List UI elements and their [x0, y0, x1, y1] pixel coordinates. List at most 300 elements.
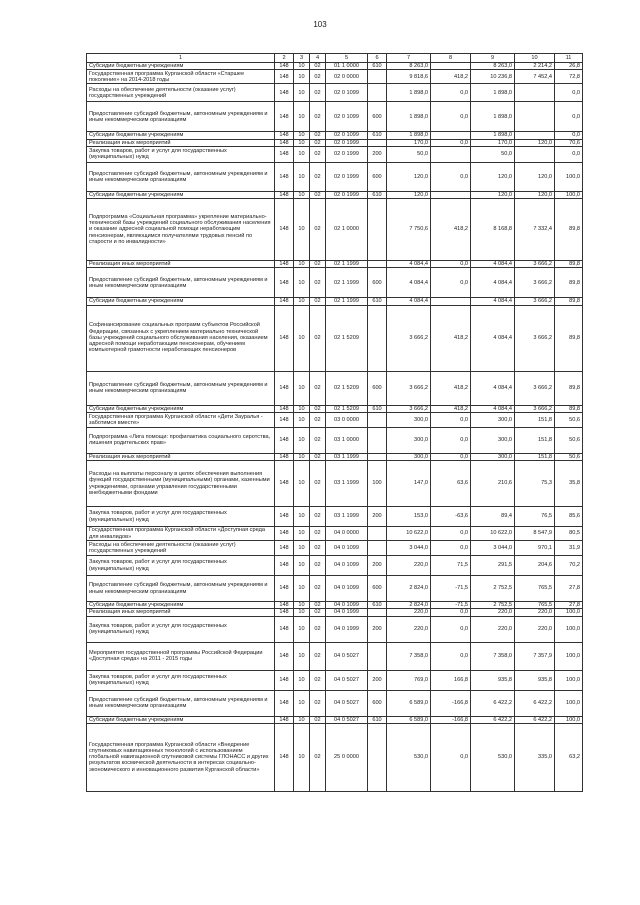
value-executed: 970,1	[515, 541, 555, 556]
value-executed	[515, 132, 555, 139]
code-rz: 10	[294, 541, 310, 556]
code-rz: 10	[294, 723, 310, 791]
value-change: 0,0	[431, 642, 471, 670]
code-csr: 04 0 1099	[326, 602, 368, 609]
code-vr	[368, 139, 387, 146]
value-percent: 0,0	[555, 146, 583, 162]
value-adjusted: 2 752,5	[471, 576, 515, 602]
row-name: Предоставление субсидий бюджетным, автономным учреждениям и иным некоммерческим организациям	[87, 371, 275, 405]
code-gr: 148	[275, 642, 294, 670]
code-gr: 148	[275, 412, 294, 427]
value-executed: 151,8	[515, 453, 555, 460]
row-name: Государственная программа Курганской области «Дети Зауралья - заботимся вместе»	[87, 412, 275, 427]
code-vr: 200	[368, 556, 387, 576]
code-rz: 10	[294, 371, 310, 405]
value-plan: 3 044,0	[387, 541, 431, 556]
code-vr	[368, 541, 387, 556]
row-name: Предоставление субсидий бюджетным, автономным учреждениям и иным некоммерческим организациям	[87, 690, 275, 716]
code-gr: 148	[275, 84, 294, 102]
code-vr: 600	[368, 576, 387, 602]
table-row	[87, 371, 583, 405]
value-adjusted: 4 084,4	[471, 298, 515, 305]
code-vr: 600	[368, 371, 387, 405]
value-change	[431, 146, 471, 162]
value-change: 0,0	[431, 84, 471, 102]
row-name: Субсидии бюджетным учреждениям	[87, 602, 275, 609]
code-gr: 148	[275, 723, 294, 791]
code-vr: 200	[368, 670, 387, 690]
value-plan: 6 589,0	[387, 716, 431, 723]
code-rz: 10	[294, 716, 310, 723]
row-name: Субсидии бюджетным учреждениям	[87, 63, 275, 70]
code-gr: 148	[275, 191, 294, 198]
value-plan: 9 818,6	[387, 70, 431, 84]
value-executed	[515, 84, 555, 102]
value-adjusted: 4 084,4	[471, 305, 515, 371]
code-pr: 02	[310, 427, 326, 453]
table-row	[87, 670, 583, 690]
table-row	[87, 162, 583, 191]
value-plan: 2 824,0	[387, 576, 431, 602]
code-rz: 10	[294, 556, 310, 576]
code-rz: 10	[294, 405, 310, 412]
code-csr: 02 1 5209	[326, 371, 368, 405]
table-row	[87, 723, 583, 791]
code-pr: 02	[310, 70, 326, 84]
value-executed: 151,8	[515, 427, 555, 453]
value-percent: 50,6	[555, 412, 583, 427]
value-plan: 4 084,4	[387, 261, 431, 268]
row-name: Субсидии бюджетным учреждениям	[87, 191, 275, 198]
code-csr: 02 0 1999	[326, 162, 368, 191]
value-change	[431, 63, 471, 70]
value-executed: 765,5	[515, 576, 555, 602]
value-change: 63,6	[431, 461, 471, 507]
code-vr: 610	[368, 132, 387, 139]
value-change: -71,5	[431, 602, 471, 609]
row-name: Закупка товаров, работ и услуг для государственных (муниципальных) нужд	[87, 556, 275, 576]
code-pr: 02	[310, 412, 326, 427]
code-pr: 02	[310, 63, 326, 70]
value-adjusted: 6 422,2	[471, 716, 515, 723]
table-row	[87, 716, 583, 723]
code-gr: 148	[275, 132, 294, 139]
code-vr	[368, 412, 387, 427]
row-name: Предоставление субсидий бюджетным, автономным учреждениям и иным некоммерческим организациям	[87, 576, 275, 602]
code-csr: 25 0 0000	[326, 723, 368, 791]
code-pr: 02	[310, 453, 326, 460]
code-pr: 02	[310, 527, 326, 541]
value-plan: 8 263,0	[387, 63, 431, 70]
value-plan: 170,0	[387, 139, 431, 146]
value-adjusted: 935,8	[471, 670, 515, 690]
page-number: 103	[313, 20, 327, 29]
value-executed: 75,3	[515, 461, 555, 507]
value-change: 0,0	[431, 616, 471, 642]
value-percent: 70,2	[555, 556, 583, 576]
value-executed	[515, 102, 555, 132]
row-name: Государственная программа Курганской области «Внедрение спутниковых навигационных технологий с использованием глобальной навигационной спутниковой системы ГЛОНАСС и других результатов космической деятельности в интересах социально-экономического и инновационного развития Курганской области»	[87, 723, 275, 791]
code-pr: 02	[310, 84, 326, 102]
value-adjusted: 89,4	[471, 507, 515, 527]
code-vr: 610	[368, 405, 387, 412]
table-row	[87, 102, 583, 132]
row-name: Мероприятия государственной программы Российской Федерации «Доступная среда» на 2011 - 2015 годы	[87, 642, 275, 670]
code-rz: 10	[294, 616, 310, 642]
code-pr: 02	[310, 268, 326, 298]
value-percent: 50,6	[555, 427, 583, 453]
code-rz: 10	[294, 527, 310, 541]
value-executed: 3 666,2	[515, 405, 555, 412]
code-pr: 02	[310, 609, 326, 616]
code-csr: 04 0 5027	[326, 690, 368, 716]
code-pr: 02	[310, 716, 326, 723]
code-rz: 10	[294, 63, 310, 70]
code-rz: 10	[294, 268, 310, 298]
value-percent: 89,8	[555, 268, 583, 298]
table-row	[87, 298, 583, 305]
row-name: Субсидии бюджетным учреждениям	[87, 298, 275, 305]
value-change: 418,2	[431, 405, 471, 412]
code-pr: 02	[310, 305, 326, 371]
row-name: Реализация иных мероприятий	[87, 453, 275, 460]
code-csr: 03 0 0000	[326, 412, 368, 427]
value-plan: 769,0	[387, 670, 431, 690]
code-csr: 04 0 1099	[326, 556, 368, 576]
value-adjusted: 300,0	[471, 427, 515, 453]
table-row	[87, 191, 583, 198]
column-number: 4	[310, 54, 326, 63]
code-gr: 148	[275, 670, 294, 690]
value-percent: 100,0	[555, 609, 583, 616]
value-change: 418,2	[431, 305, 471, 371]
value-percent: 89,8	[555, 371, 583, 405]
row-name: Реализация иных мероприятий	[87, 609, 275, 616]
value-percent: 100,0	[555, 191, 583, 198]
table-row	[87, 139, 583, 146]
table-row	[87, 146, 583, 162]
code-gr: 148	[275, 716, 294, 723]
code-gr: 148	[275, 461, 294, 507]
value-executed: 3 666,2	[515, 305, 555, 371]
row-name: Реализация иных мероприятий	[87, 139, 275, 146]
table-row	[87, 63, 583, 70]
value-adjusted: 2 752,5	[471, 602, 515, 609]
value-executed: 2 214,2	[515, 63, 555, 70]
code-gr: 148	[275, 690, 294, 716]
code-vr	[368, 527, 387, 541]
value-plan: 120,0	[387, 162, 431, 191]
code-rz: 10	[294, 139, 310, 146]
code-vr: 610	[368, 298, 387, 305]
code-csr: 02 0 1999	[326, 139, 368, 146]
code-gr: 148	[275, 261, 294, 268]
code-pr: 02	[310, 541, 326, 556]
table-row	[87, 507, 583, 527]
table-row	[87, 609, 583, 616]
code-gr: 148	[275, 427, 294, 453]
code-gr: 148	[275, 162, 294, 191]
value-executed: 335,0	[515, 723, 555, 791]
value-plan: 300,0	[387, 453, 431, 460]
code-gr: 148	[275, 139, 294, 146]
value-change: 0,0	[431, 609, 471, 616]
code-pr: 02	[310, 371, 326, 405]
code-rz: 10	[294, 305, 310, 371]
value-change: 0,0	[431, 139, 471, 146]
value-plan: 300,0	[387, 412, 431, 427]
value-executed: 3 666,2	[515, 268, 555, 298]
table-row	[87, 412, 583, 427]
code-gr: 148	[275, 63, 294, 70]
code-rz: 10	[294, 70, 310, 84]
value-adjusted: 1 898,0	[471, 84, 515, 102]
code-vr: 200	[368, 146, 387, 162]
value-percent: 72,8	[555, 70, 583, 84]
value-adjusted: 3 044,0	[471, 541, 515, 556]
column-number: 7	[387, 54, 431, 63]
value-plan: 120,0	[387, 191, 431, 198]
value-adjusted: 10 622,0	[471, 527, 515, 541]
code-pr: 02	[310, 690, 326, 716]
code-pr: 02	[310, 556, 326, 576]
row-name: Закупка товаров, работ и услуг для государственных (муниципальных) нужд	[87, 146, 275, 162]
value-change: 0,0	[431, 453, 471, 460]
code-pr: 02	[310, 616, 326, 642]
value-plan: 3 666,2	[387, 405, 431, 412]
value-adjusted: 1 898,0	[471, 102, 515, 132]
value-percent: 26,8	[555, 63, 583, 70]
table-row	[87, 576, 583, 602]
column-number: 8	[431, 54, 471, 63]
value-change: -166,8	[431, 690, 471, 716]
row-name: Закупка товаров, работ и услуг для государственных (муниципальных) нужд	[87, 670, 275, 690]
code-csr: 02 1 0000	[326, 199, 368, 261]
value-plan: 153,0	[387, 507, 431, 527]
row-name: Расходы на обеспечение деятельности (оказание услуг) государственных учреждений	[87, 84, 275, 102]
value-change: 0,0	[431, 427, 471, 453]
code-pr: 02	[310, 576, 326, 602]
value-executed: 6 422,2	[515, 690, 555, 716]
code-pr: 02	[310, 146, 326, 162]
code-rz: 10	[294, 191, 310, 198]
value-percent: 100,0	[555, 690, 583, 716]
value-change: -63,6	[431, 507, 471, 527]
code-gr: 148	[275, 298, 294, 305]
code-vr	[368, 199, 387, 261]
value-executed: 935,8	[515, 670, 555, 690]
code-csr: 02 0 1999	[326, 146, 368, 162]
code-rz: 10	[294, 162, 310, 191]
code-pr: 02	[310, 602, 326, 609]
value-adjusted: 50,0	[471, 146, 515, 162]
value-percent: 100,0	[555, 162, 583, 191]
value-percent: 89,8	[555, 199, 583, 261]
column-number: 11	[555, 54, 583, 63]
value-percent: 100,0	[555, 642, 583, 670]
code-pr: 02	[310, 162, 326, 191]
code-gr: 148	[275, 609, 294, 616]
code-vr	[368, 723, 387, 791]
code-csr: 02 1 1999	[326, 268, 368, 298]
value-executed: 765,5	[515, 602, 555, 609]
code-vr: 100	[368, 461, 387, 507]
row-name: Предоставление субсидий бюджетным, автономным учреждениям и иным некоммерческим организациям	[87, 102, 275, 132]
value-percent: 89,8	[555, 298, 583, 305]
code-csr: 04 0 5027	[326, 670, 368, 690]
value-executed	[515, 146, 555, 162]
code-csr: 02 1 5209	[326, 305, 368, 371]
code-rz: 10	[294, 609, 310, 616]
value-plan: 6 589,0	[387, 690, 431, 716]
value-executed: 76,5	[515, 507, 555, 527]
value-plan: 300,0	[387, 427, 431, 453]
code-vr	[368, 427, 387, 453]
table-row	[87, 199, 583, 261]
code-rz: 10	[294, 199, 310, 261]
code-vr	[368, 305, 387, 371]
value-executed: 204,6	[515, 556, 555, 576]
code-vr: 610	[368, 63, 387, 70]
table-row	[87, 556, 583, 576]
code-vr: 610	[368, 716, 387, 723]
code-csr: 03 1 1999	[326, 461, 368, 507]
code-gr: 148	[275, 453, 294, 460]
value-percent: 100,0	[555, 616, 583, 642]
row-name: Предоставление субсидий бюджетным, автономным учреждениям и иным некоммерческим организациям	[87, 268, 275, 298]
value-percent: 0,0	[555, 132, 583, 139]
code-rz: 10	[294, 642, 310, 670]
code-vr	[368, 453, 387, 460]
column-number: 6	[368, 54, 387, 63]
table-row	[87, 453, 583, 460]
value-adjusted: 120,0	[471, 162, 515, 191]
code-csr: 02 0 1999	[326, 191, 368, 198]
value-plan: 220,0	[387, 616, 431, 642]
value-change: 418,2	[431, 199, 471, 261]
code-pr: 02	[310, 298, 326, 305]
value-change: 0,0	[431, 527, 471, 541]
code-gr: 148	[275, 616, 294, 642]
code-csr: 04 0 1999	[326, 609, 368, 616]
table-row	[87, 261, 583, 268]
value-change: 0,0	[431, 268, 471, 298]
value-adjusted: 4 084,4	[471, 261, 515, 268]
code-vr: 600	[368, 102, 387, 132]
column-number-row	[87, 54, 583, 63]
value-percent: 100,0	[555, 670, 583, 690]
value-adjusted: 10 236,8	[471, 70, 515, 84]
value-adjusted: 8 263,0	[471, 63, 515, 70]
value-adjusted: 220,0	[471, 616, 515, 642]
value-change: -71,5	[431, 576, 471, 602]
code-pr: 02	[310, 191, 326, 198]
code-rz: 10	[294, 102, 310, 132]
value-executed: 7 357,9	[515, 642, 555, 670]
code-pr: 02	[310, 723, 326, 791]
value-adjusted: 4 084,4	[471, 405, 515, 412]
value-adjusted: 530,0	[471, 723, 515, 791]
value-percent: 50,6	[555, 453, 583, 460]
code-rz: 10	[294, 298, 310, 305]
code-rz: 10	[294, 670, 310, 690]
code-vr	[368, 70, 387, 84]
row-name: Подпрограмма «Социальная программа» укрепление материально-технической базы учреждений социального обслуживания населения и оказание адресной социальной помощи неработающим пенсионерам, являющимся получателями трудовых пенсий по старости и по инвалидности»	[87, 199, 275, 261]
code-vr: 600	[368, 162, 387, 191]
value-plan: 4 084,4	[387, 298, 431, 305]
table-row	[87, 427, 583, 453]
code-rz: 10	[294, 412, 310, 427]
value-plan: 10 622,0	[387, 527, 431, 541]
code-csr: 04 0 1999	[326, 616, 368, 642]
value-executed: 8 547,9	[515, 527, 555, 541]
value-adjusted: 8 168,8	[471, 199, 515, 261]
column-number: 2	[275, 54, 294, 63]
code-csr: 04 0 5027	[326, 716, 368, 723]
code-gr: 148	[275, 371, 294, 405]
code-gr: 148	[275, 146, 294, 162]
value-change: 0,0	[431, 102, 471, 132]
row-name: Закупка товаров, работ и услуг для государственных (муниципальных) нужд	[87, 507, 275, 527]
value-adjusted: 4 084,4	[471, 268, 515, 298]
value-change: 0,0	[431, 541, 471, 556]
code-gr: 148	[275, 405, 294, 412]
code-gr: 148	[275, 541, 294, 556]
row-name: Субсидии бюджетным учреждениям	[87, 716, 275, 723]
value-change: 418,2	[431, 371, 471, 405]
code-gr: 148	[275, 305, 294, 371]
table-row	[87, 527, 583, 541]
table-row	[87, 70, 583, 84]
value-change	[431, 132, 471, 139]
table-row	[87, 132, 583, 139]
code-rz: 10	[294, 84, 310, 102]
code-csr: 03 1 1999	[326, 507, 368, 527]
code-vr	[368, 609, 387, 616]
code-gr: 148	[275, 199, 294, 261]
code-csr: 02 1 5209	[326, 405, 368, 412]
code-csr: 04 0 1099	[326, 541, 368, 556]
value-executed: 220,0	[515, 616, 555, 642]
value-change	[431, 298, 471, 305]
row-name: Субсидии бюджетным учреждениям	[87, 132, 275, 139]
value-percent: 27,8	[555, 576, 583, 602]
code-gr: 148	[275, 527, 294, 541]
code-csr: 04 0 0000	[326, 527, 368, 541]
row-name: Подпрограмма «Лига помощи: профилактика социального сиротства, лишения родительских прав»	[87, 427, 275, 453]
row-name: Государственная программа Курганской области «Доступная среда для инвалидов»	[87, 527, 275, 541]
code-rz: 10	[294, 261, 310, 268]
code-csr: 02 0 1099	[326, 84, 368, 102]
row-name: Государственная программа Курганской области «Старшее поколение» на 2014-2018 годы	[87, 70, 275, 84]
table-row	[87, 305, 583, 371]
code-pr: 02	[310, 102, 326, 132]
value-change: -166,8	[431, 716, 471, 723]
value-percent: 0,0	[555, 102, 583, 132]
code-pr: 02	[310, 139, 326, 146]
value-change: 166,8	[431, 670, 471, 690]
value-executed: 3 666,2	[515, 371, 555, 405]
code-gr: 148	[275, 507, 294, 527]
table-row	[87, 616, 583, 642]
value-percent: 89,8	[555, 305, 583, 371]
row-name: Предоставление субсидий бюджетным, автономным учреждениям и иным некоммерческим организациям	[87, 162, 275, 191]
code-csr: 02 0 1099	[326, 132, 368, 139]
value-percent: 70,6	[555, 139, 583, 146]
table-row	[87, 642, 583, 670]
column-number: 1	[87, 54, 275, 63]
row-name: Закупка товаров, работ и услуг для государственных (муниципальных) нужд	[87, 616, 275, 642]
